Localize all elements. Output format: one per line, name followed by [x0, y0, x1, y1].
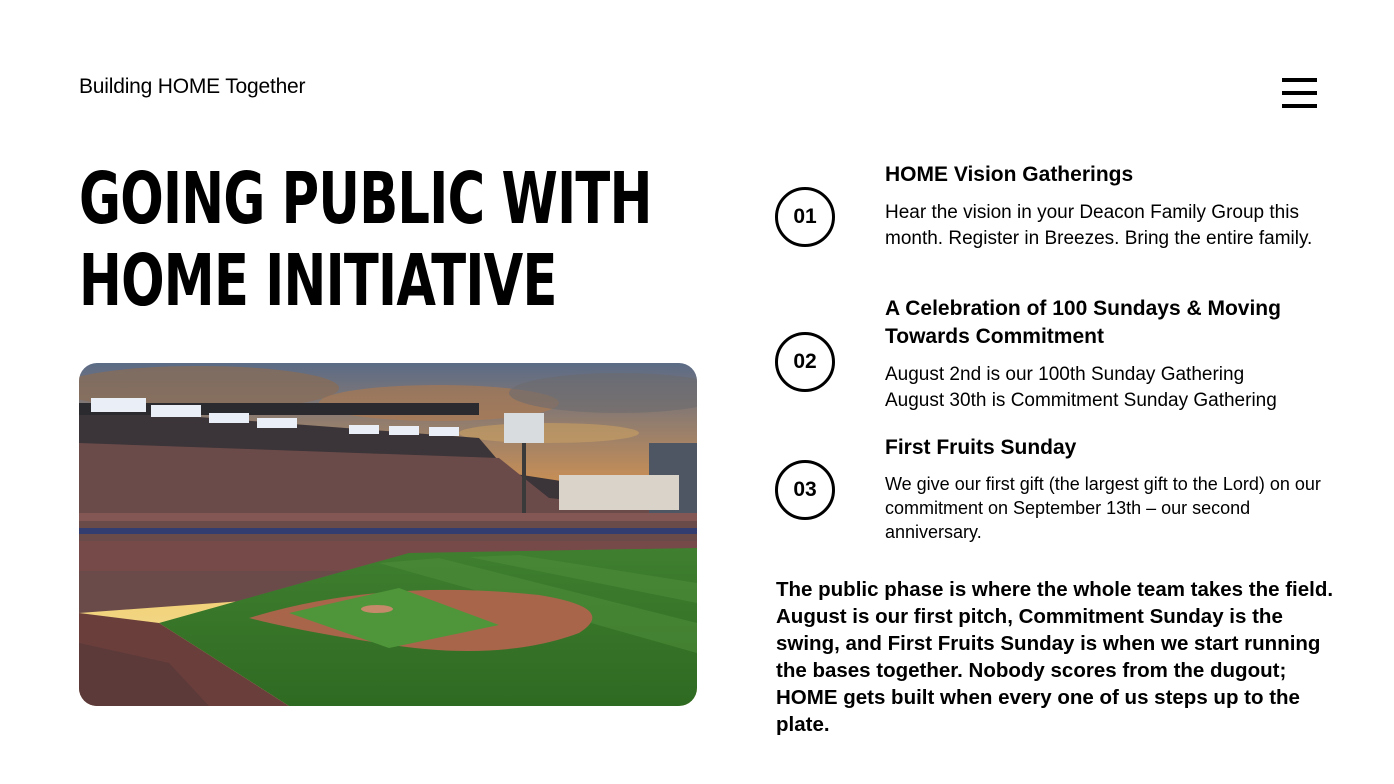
brand-title: Building HOME Together — [79, 75, 306, 98]
stadium-photo — [79, 363, 697, 706]
list-item-3 — [775, 434, 1335, 549]
page-title-line-2: HOME INITIATIVE — [79, 239, 557, 322]
item-body-line: August 2nd is our 100th Sunday Gathering — [885, 364, 1245, 385]
page-title — [79, 157, 652, 322]
item-title: First Fruits Sunday — [885, 436, 1077, 459]
list-item-1 — [775, 161, 1335, 281]
stadium-illustration — [79, 363, 697, 706]
hamburger-menu-icon[interactable] — [1282, 78, 1317, 108]
menu-line — [1282, 78, 1317, 82]
number-badge: 01 — [775, 187, 835, 247]
summary-paragraph: The public phase is where the whole team takes the field. August is our first pitch, Commitment Sunday is the swing, and First Fruits Sunday is when we start running the bases together. Nobody scores from the dugout; HOME gets built when every one of us steps up to the plate. — [776, 578, 1334, 736]
item-body-line: August 30th is Commitment Sunday Gathering — [885, 390, 1277, 411]
item-body — [885, 362, 1325, 414]
number-badge: 03 — [775, 460, 835, 520]
page-title-line-1: GOING PUBLIC WITH — [79, 157, 652, 240]
number-badge: 02 — [775, 332, 835, 392]
item-title: A Celebration of 100 Sundays & Moving Towards Commitment — [885, 297, 1281, 348]
menu-line — [1282, 104, 1317, 108]
item-body: We give our first gift (the largest gift to the Lord) on our commitment on September 13th – our second anniversary. — [885, 474, 1321, 542]
menu-line — [1282, 91, 1317, 95]
list-item-2 — [775, 295, 1335, 420]
item-title: HOME Vision Gatherings — [885, 163, 1134, 186]
item-body: Hear the vision in your Deacon Family Group this month. Register in Breezes. Bring the entire family. — [885, 202, 1313, 249]
